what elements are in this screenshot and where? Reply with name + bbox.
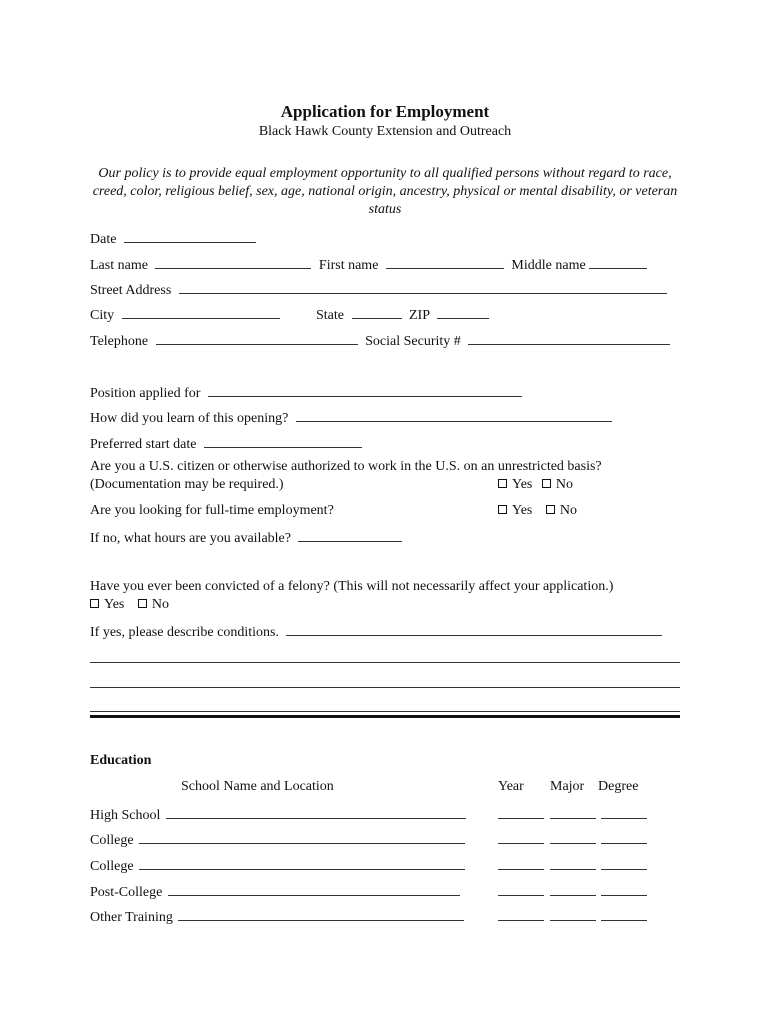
- education-cells: [498, 881, 647, 902]
- felony-describe-row: [90, 621, 662, 642]
- city-row: [90, 304, 280, 325]
- education-row: [90, 855, 465, 876]
- city-label: City: [90, 308, 115, 323]
- learned-row: [90, 407, 612, 428]
- education-row: [90, 881, 460, 902]
- name-row: [90, 254, 647, 275]
- start-date-field[interactable]: [204, 433, 362, 448]
- last-name-field[interactable]: [155, 254, 311, 269]
- hours-row: [90, 527, 402, 548]
- major-field[interactable]: [550, 804, 596, 819]
- education-row: [90, 804, 466, 825]
- section-divider: [90, 715, 680, 718]
- authorized-yes-checkbox[interactable]: [498, 479, 507, 488]
- middle-name-field[interactable]: [589, 254, 647, 269]
- school-name-field[interactable]: [166, 804, 466, 819]
- zip-field[interactable]: [437, 304, 489, 319]
- learned-label: How did you learn of this opening?: [90, 411, 289, 426]
- year-field[interactable]: [498, 855, 544, 870]
- telephone-row: [90, 330, 670, 351]
- street-address-label: Street Address: [90, 283, 172, 298]
- education-row-label: Other Training: [90, 910, 173, 925]
- degree-field[interactable]: [601, 881, 647, 896]
- authorized-no-checkbox[interactable]: [542, 479, 551, 488]
- city-field[interactable]: [122, 304, 280, 319]
- position-row: [90, 382, 522, 403]
- hours-label: If no, what hours are you available?: [90, 531, 291, 546]
- major-field[interactable]: [550, 829, 596, 844]
- felony-describe-field[interactable]: [286, 621, 662, 636]
- start-date-label: Preferred start date: [90, 437, 197, 452]
- ssn-label: Social Security #: [365, 334, 461, 349]
- school-name-field[interactable]: [139, 855, 465, 870]
- degree-field[interactable]: [601, 855, 647, 870]
- degree-field[interactable]: [601, 829, 647, 844]
- felony-yes-label: Yes: [104, 597, 125, 612]
- felony-describe-line-4[interactable]: [90, 711, 680, 712]
- education-row: [90, 829, 465, 850]
- authorized-note: (Documentation may be required.): [90, 477, 284, 492]
- state-zip-row: [316, 304, 489, 325]
- year-field[interactable]: [498, 829, 544, 844]
- felony-no-label: No: [151, 597, 169, 612]
- date-row: [90, 228, 256, 249]
- fulltime-no-label: No: [559, 503, 577, 518]
- zip-label: ZIP: [409, 308, 430, 323]
- school-name-field[interactable]: [139, 829, 465, 844]
- street-address-field[interactable]: [179, 279, 667, 294]
- felony-no-checkbox[interactable]: [138, 599, 147, 608]
- school-name-field[interactable]: [168, 881, 460, 896]
- year-field[interactable]: [498, 881, 544, 896]
- education-row-label: College: [90, 833, 134, 848]
- position-applied-field[interactable]: [208, 382, 522, 397]
- education-cells: [498, 906, 647, 927]
- felony-describe-label: If yes, please describe conditions.: [90, 625, 279, 640]
- position-applied-label: Position applied for: [90, 386, 201, 401]
- date-field[interactable]: [124, 228, 256, 243]
- street-row: [90, 279, 667, 300]
- state-field[interactable]: [352, 304, 402, 319]
- authorized-no-label: No: [555, 477, 573, 492]
- ssn-field[interactable]: [468, 330, 670, 345]
- degree-field[interactable]: [601, 906, 647, 921]
- major-field[interactable]: [550, 855, 596, 870]
- state-label: State: [316, 308, 344, 323]
- education-cells: [498, 829, 647, 850]
- first-name-field[interactable]: [386, 254, 504, 269]
- fulltime-question: Are you looking for full-time employment?: [90, 503, 334, 518]
- fulltime-options: [498, 502, 577, 520]
- authorized-yes-label: Yes: [512, 477, 533, 492]
- degree-field[interactable]: [601, 804, 647, 819]
- col-major-header: Major: [550, 779, 585, 794]
- form-subtitle: Black Hawk County Extension and Outreach: [258, 124, 512, 139]
- school-name-field[interactable]: [178, 906, 464, 921]
- felony-describe-line-3[interactable]: [90, 687, 680, 688]
- felony-options: [90, 596, 169, 614]
- col-year-header: Year: [498, 779, 524, 794]
- education-row-label: Post-College: [90, 885, 163, 900]
- major-field[interactable]: [550, 881, 596, 896]
- col-school-header: School Name and Location: [181, 779, 334, 794]
- telephone-label: Telephone: [90, 334, 149, 349]
- first-name-label: First name: [318, 258, 379, 273]
- start-date-row: [90, 433, 362, 454]
- education-row-label: High School: [90, 808, 161, 823]
- major-field[interactable]: [550, 906, 596, 921]
- form-title: Application for Employment: [280, 102, 490, 121]
- hours-field[interactable]: [298, 527, 402, 542]
- date-label: Date: [90, 232, 117, 247]
- education-row-label: College: [90, 859, 134, 874]
- fulltime-yes-checkbox[interactable]: [498, 505, 507, 514]
- education-heading: Education: [90, 753, 152, 768]
- authorized-question: Are you a U.S. citizen or otherwise authorized to work in the U.S. on an unrestricted basis?: [90, 459, 602, 474]
- equal-opportunity-policy: Our policy is to provide equal employment opportunity to all qualified persons without regard to race, creed, color, religious belief, sex, age, national origin, ancestry, physical or mental disability, or veteran status: [92, 166, 678, 217]
- felony-describe-line-2[interactable]: [90, 662, 680, 663]
- felony-yes-checkbox[interactable]: [90, 599, 99, 608]
- fulltime-yes-label: Yes: [512, 503, 533, 518]
- middle-name-label: Middle name: [511, 258, 586, 273]
- last-name-label: Last name: [90, 258, 148, 273]
- education-cells: [498, 804, 647, 825]
- education-cells: [498, 855, 647, 876]
- telephone-field[interactable]: [156, 330, 358, 345]
- education-row: [90, 906, 464, 927]
- year-field[interactable]: [498, 906, 544, 921]
- year-field[interactable]: [498, 804, 544, 819]
- learned-field[interactable]: [296, 407, 612, 422]
- felony-question: Have you ever been convicted of a felony? (This will not necessarily affect your application.): [90, 579, 614, 594]
- fulltime-no-checkbox[interactable]: [546, 505, 555, 514]
- authorized-options: [498, 476, 573, 494]
- col-degree-header: Degree: [598, 779, 639, 794]
